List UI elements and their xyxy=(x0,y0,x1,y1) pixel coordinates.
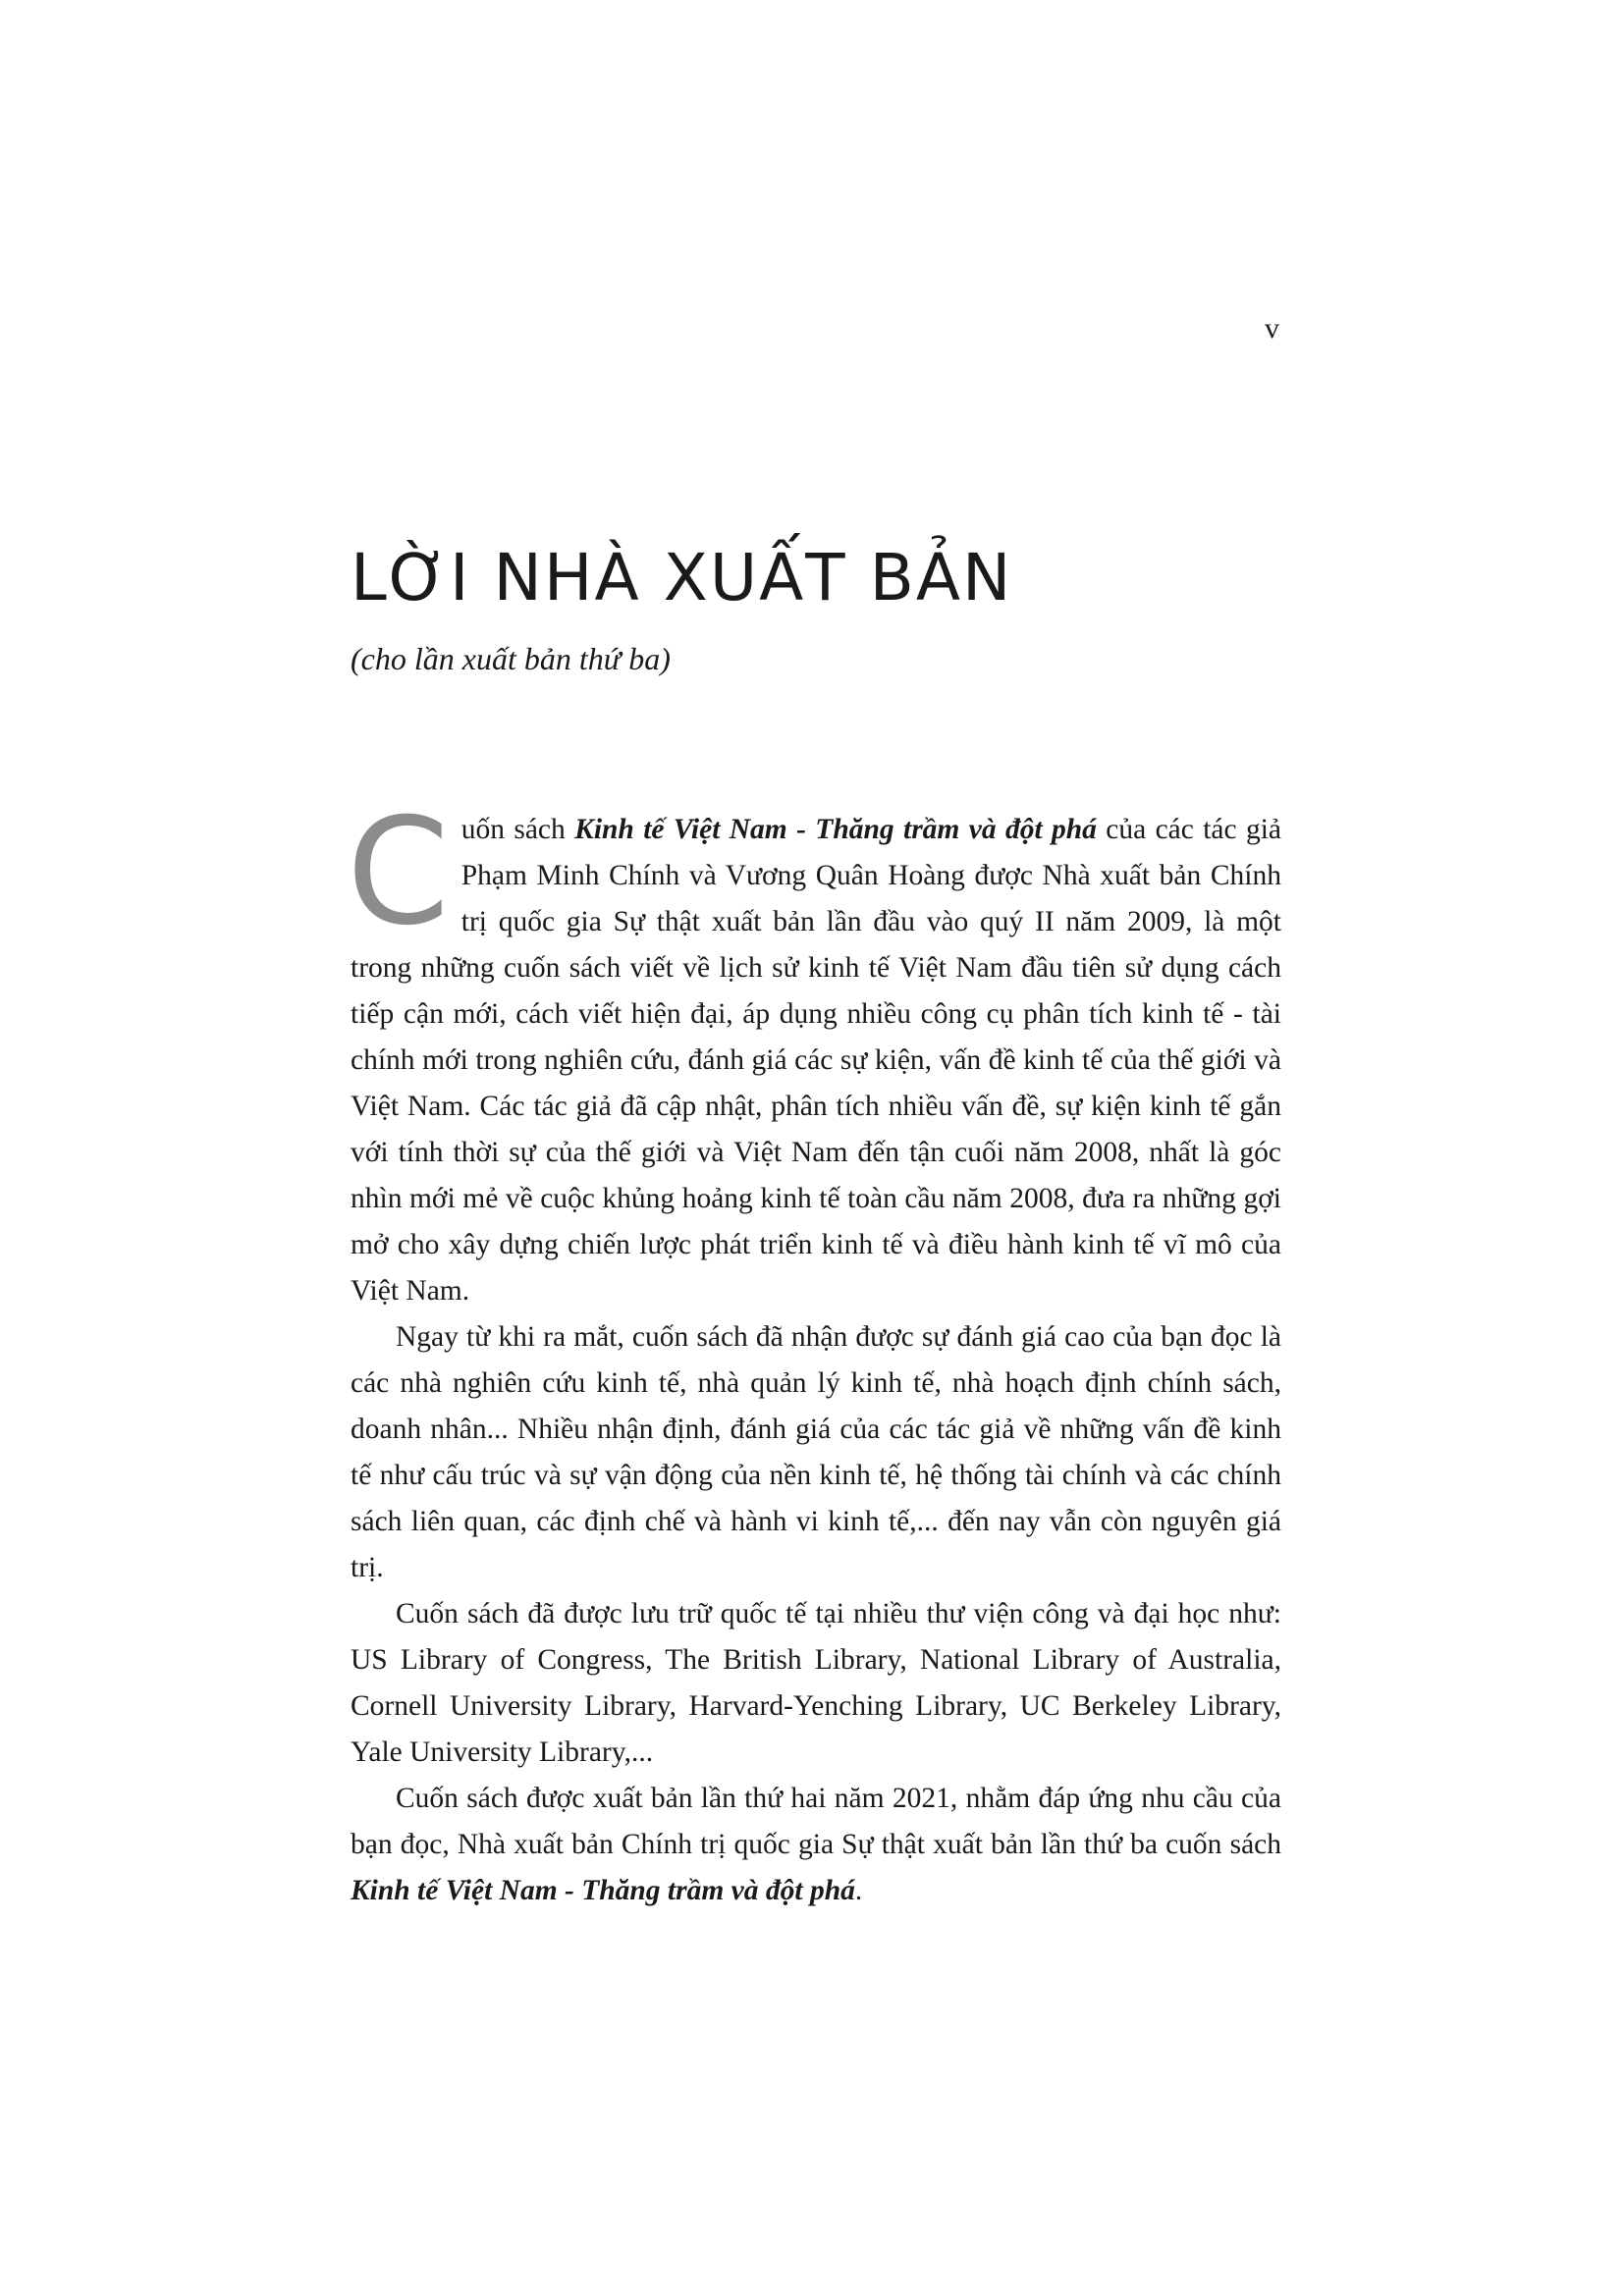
drop-cap: C xyxy=(347,787,450,958)
book-title: Kinh tế Việt Nam - Thăng trầm và đột phá xyxy=(574,814,1097,845)
paragraph-3: Cuốn sách đã được lưu trữ quốc tế tại nhiều thư viện công và đại học như: US Library of Congress, The British Library, National Library of Australia, Cornell University Library, Harvard-Yenching Library, UC Berkeley Library, Yale University Library,... xyxy=(351,1598,1281,1768)
book-title: Kinh tế Việt Nam - Thăng trầm và đột phá xyxy=(351,1875,855,1906)
paragraph-1-lead: uốn sách xyxy=(460,814,575,845)
page-title: LỜI NHÀ XUẤT BẢN xyxy=(351,540,1013,615)
body-text xyxy=(347,787,1282,1914)
paragraph-4-lead: Cuốn sách được xuất bản lần thứ hai năm 2021, nhằm đáp ứng nhu cầu của bạn đọc, Nhà xuất bản Chính trị quốc gia Sự thật xuất bản lần thứ ba cuốn sách xyxy=(351,1783,1281,1860)
paragraph-2: Ngay từ khi ra mắt, cuốn sách đã nhận được sự đánh giá cao của bạn đọc là các nhà nghiên cứu kinh tế, nhà quản lý kinh tế, nhà hoạch định chính sách, doanh nhân... Nhiều nhận định, đánh giá của các tác giả về những vấn đề kinh tế như cấu trúc và sự vận động của nền kinh tế, hệ thống tài chính và các chính sách liên quan, các định chế và hành vi kinh tế,... đến nay vẫn còn nguyên giá trị. xyxy=(351,1321,1281,1583)
paragraph-1-rest: của các tác giả Phạm Minh Chính và Vương Quân Hoàng được Nhà xuất bản Chính trị quốc gia Sự thật xuất bản lần đầu vào quý II năm 2009, là một trong những cuốn sách viết về lịch sử kinh tế Việt Nam đầu tiên sử dụng cách tiếp cận mới, cách viết hiện đại, áp dụng nhiều công cụ phân tích kinh tế - tài chính mới trong nghiên cứu, đánh giá các sự kiện, vấn đề kinh tế của thế giới và Việt Nam. Các tác giả đã cập nhật, phân tích nhiều vấn đề, sự kiện kinh tế gắn với tính thời sự của thế giới và Việt Nam đến tận cuối năm 2008, nhất là góc nhìn mới mẻ về cuộc khủng hoảng kinh tế toàn cầu năm 2008, đưa ra những gợi mở cho xây dựng chiến lược phát triển kinh tế và điều hành kinh tế vĩ mô của Việt Nam. xyxy=(351,814,1282,1307)
page-subtitle: (cho lần xuất bản thứ ba) xyxy=(351,641,671,676)
paragraph-1 xyxy=(347,787,1282,1314)
page-number: v xyxy=(1265,312,1279,345)
paragraph-4 xyxy=(351,1776,1281,1914)
paragraph-4-end: . xyxy=(854,1875,863,1906)
